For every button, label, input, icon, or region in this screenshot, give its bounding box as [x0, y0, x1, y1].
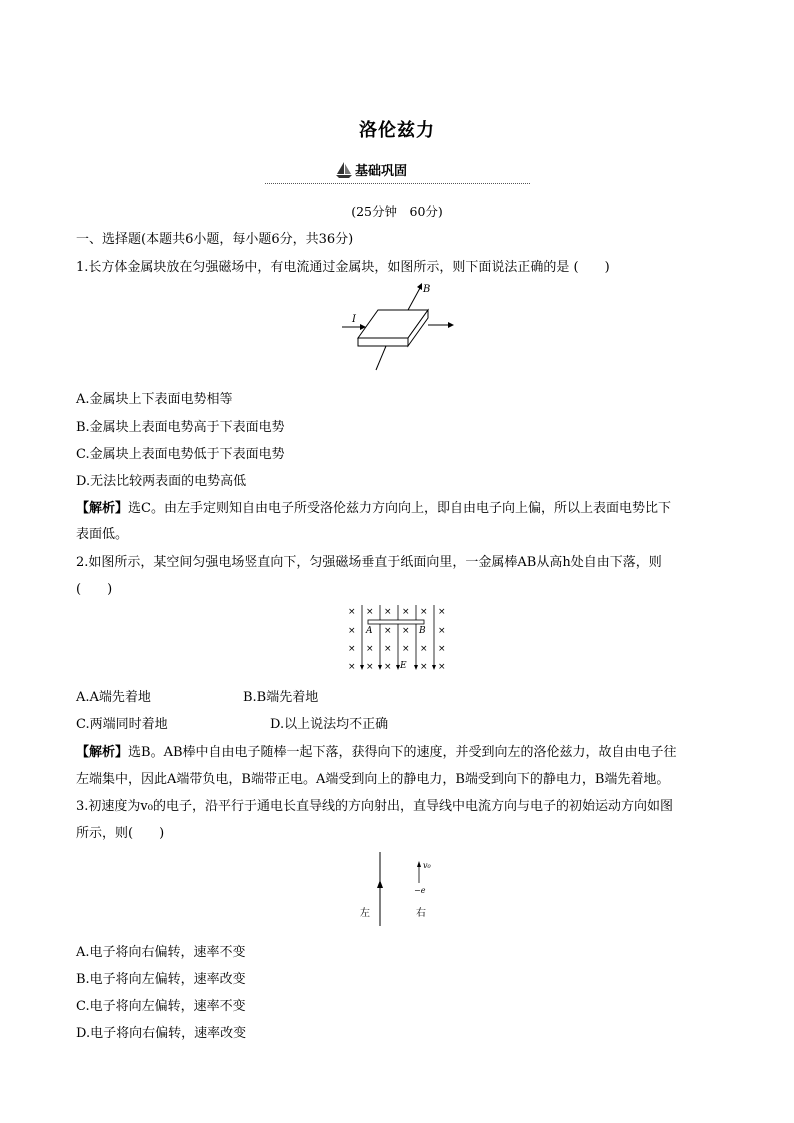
q1-option-c: C.金属块上表面电势低于下表面电势 [76, 447, 285, 462]
svg-text:×: × [366, 662, 374, 672]
q1-analysis [76, 497, 671, 516]
svg-text:×: × [438, 626, 446, 636]
q2-label-a: A [366, 626, 373, 636]
q2-stem-line2: ( ) [76, 582, 113, 597]
q3-option-b: B.电子将向左偏转，速率改变 [76, 972, 246, 987]
svg-text:×: × [384, 607, 392, 617]
q2-option-c: C.两端同时着地 [76, 717, 168, 732]
svg-text:×: × [348, 644, 356, 654]
q2-label-b: B [419, 626, 426, 636]
svg-text:×: × [366, 607, 374, 617]
svg-text:×: × [384, 626, 392, 636]
q1-option-b: B.金属块上表面电势高于下表面电势 [76, 420, 285, 435]
svg-text:×: × [348, 607, 356, 617]
q2-analysis [76, 741, 677, 760]
q2-option-a: A.A端先着地 [76, 690, 151, 705]
q2-analysis-text: 选B。AB棒中自由电子随棒一起下落，获得向下的速度，并受到向左的洛伦兹力，故自由电子往 [128, 745, 677, 760]
q1-option-d: D.无法比较两表面的电势高低 [76, 474, 247, 489]
q1-stem: 1.长方体金属块放在匀强磁场中，有电流通过金属块，如图所示，则下面说法正确的是 ( ) [76, 260, 610, 275]
q2-option-b: B.B端先着地 [243, 690, 319, 705]
q1-analysis-cont: 表面低。 [76, 527, 129, 542]
q3-stem-line1: 3.初速度为v₀的电子，沿平行于通电长直导线的方向射出，直导线中电流方向与电子的初始运动方向如图 [76, 799, 673, 814]
q1-option-a: A.金属块上下表面电势相等 [76, 392, 233, 407]
svg-text:×: × [402, 644, 410, 654]
q3-option-d: D.电子将向右偏转，速率改变 [76, 1026, 247, 1041]
svg-text:×: × [348, 662, 356, 672]
q3-label-e: −e [414, 886, 426, 895]
q3-label-v0: v₀ [423, 861, 431, 870]
document-title: 洛伦兹力 [359, 120, 435, 141]
q2-analysis-tag: 【解析】 [76, 745, 129, 760]
q3-figure [355, 848, 445, 928]
part-heading: 一、选择题(本题共6小题，每小题6分，共36分) [76, 232, 354, 247]
q3-stem-line2: 所示，则( ) [76, 826, 165, 841]
svg-text:×: × [384, 644, 392, 654]
section-label: 基础巩固 [355, 164, 408, 179]
svg-text:×: × [402, 626, 410, 636]
svg-text:×: × [438, 607, 446, 617]
sailboat-icon [335, 161, 353, 179]
svg-text:×: × [348, 626, 356, 636]
q2-label-e: E [400, 661, 407, 671]
section-header [265, 160, 530, 184]
q2-option-d: D.以上说法均不正确 [270, 717, 389, 732]
q2-figure [342, 602, 452, 677]
q1-analysis-tag: 【解析】 [76, 501, 129, 516]
svg-text:×: × [402, 607, 410, 617]
q3-label-right: 右 [416, 908, 426, 919]
svg-text:×: × [420, 607, 428, 617]
q1-label-b: B [423, 284, 431, 295]
q3-option-c: C.电子将向左偏转，速率不变 [76, 999, 246, 1014]
q3-label-left: 左 [360, 908, 370, 919]
q3-option-a: A.电子将向右偏转，速率不变 [76, 945, 246, 960]
svg-text:×: × [420, 662, 428, 672]
svg-text:×: × [384, 662, 392, 672]
svg-text:×: × [420, 644, 428, 654]
q2-stem-line1: 2.如图所示，某空间匀强电场竖直向下，匀强磁场垂直于纸面向里，一金属棒AB从高h处自由下落，则 [76, 555, 662, 570]
dotted-divider [265, 183, 530, 184]
time-note: (25分钟 60分) [351, 204, 443, 219]
q1-label-i: I [352, 314, 356, 325]
q1-figure [340, 280, 460, 375]
q1-analysis-text: 选C。由左手定则知自由电子所受洛伦兹力方向向上，即自由电子向上偏，所以上表面电势比下 [128, 501, 671, 516]
q2-analysis-cont: 左端集中，因此A端带负电，B端带正电。A端受到向上的静电力，B端受到向下的静电力，B端先着地。 [76, 772, 670, 787]
svg-text:×: × [366, 644, 374, 654]
svg-text:×: × [438, 662, 446, 672]
svg-text:×: × [438, 644, 446, 654]
